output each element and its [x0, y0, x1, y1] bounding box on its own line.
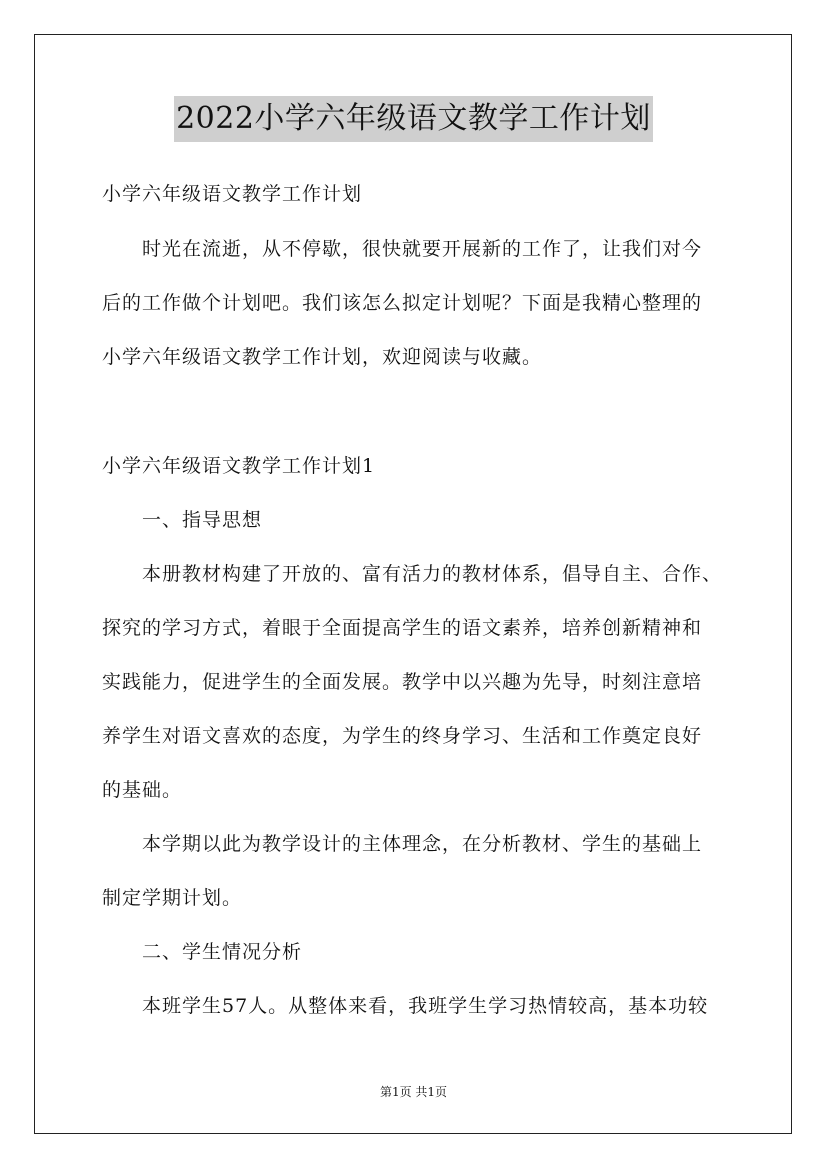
- intro-line-3: 小学六年级语文教学工作计划，欢迎阅读与收藏。: [102, 346, 543, 368]
- heading-plan-1: 小学六年级语文教学工作计划1: [102, 455, 376, 477]
- section-1-para-1-line-3: 实践能力，促进学生的全面发展。教学中以兴趣为先导，时刻注意培: [102, 671, 703, 693]
- section-1-title: 一、指导思想: [142, 509, 263, 531]
- intro-line-1: 时光在流逝，从不停歇，很快就要开展新的工作了，让我们对今: [142, 238, 703, 260]
- section-1-para-1-line-5: 的基础。: [102, 779, 183, 801]
- section-1-para-1-line-1: 本册教材构建了开放的、富有活力的教材体系，倡导自主、合作、: [142, 563, 723, 585]
- section-1-para-2-line-2: 制定学期计划。: [102, 887, 243, 909]
- section-1-para-1-line-2: 探究的学习方式，着眼于全面提高学生的语文素养，培养创新精神和: [102, 617, 703, 639]
- section-2-title: 二、学生情况分析: [142, 941, 303, 963]
- document-title: 2022小学六年级语文教学工作计划: [174, 96, 653, 142]
- section-2-para-1-line-1: 本班学生57人。从整体来看，我班学生学习热情较高，基本功较: [142, 995, 709, 1017]
- title-container: [0, 96, 827, 142]
- intro-line-2: 后的工作做个计划吧。我们该怎么拟定计划呢？下面是我精心整理的: [102, 292, 703, 314]
- section-1-para-2-line-1: 本学期以此为教学设计的主体理念，在分析教材、学生的基础上: [142, 833, 703, 855]
- heading-plan: 小学六年级语文教学工作计划: [102, 183, 363, 205]
- page-footer: 第1页 共1页: [379, 1085, 448, 1099]
- section-1-para-1-line-4: 养学生对语文喜欢的态度，为学生的终身学习、生活和工作奠定良好: [102, 725, 703, 747]
